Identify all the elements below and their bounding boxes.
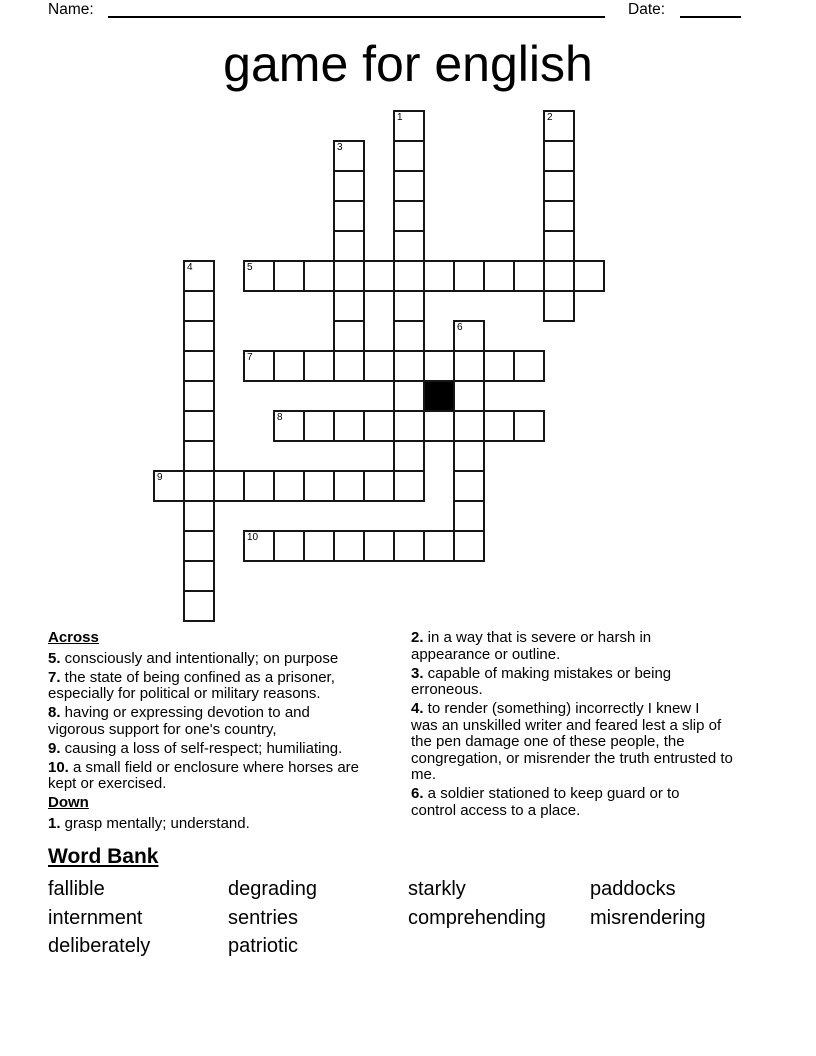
grid-cell[interactable] [363, 470, 395, 502]
grid-cell[interactable] [183, 560, 215, 592]
grid-cell[interactable] [483, 410, 515, 442]
grid-cell[interactable] [393, 200, 425, 232]
grid-cell[interactable] [333, 230, 365, 262]
across-heading: Across [48, 629, 99, 646]
grid-cell[interactable] [183, 320, 215, 352]
down-heading: Down [48, 794, 89, 811]
grid-cell[interactable] [363, 260, 395, 292]
clue-number: 5. [48, 649, 61, 667]
grid-cell[interactable] [453, 440, 485, 472]
cell-number: 3 [337, 142, 343, 153]
clue-number: 6. [411, 785, 424, 802]
grid-cell[interactable] [543, 170, 575, 202]
word-bank-heading: Word Bank [48, 845, 159, 868]
grid-cell[interactable] [183, 350, 215, 382]
grid-cell[interactable] [453, 320, 485, 352]
grid-cell[interactable] [393, 470, 425, 502]
cell-number: 10 [247, 532, 259, 543]
word-bank-word: patriotic [228, 935, 299, 957]
word-bank-word: comprehending [408, 906, 546, 929]
cell-number: 8 [277, 412, 283, 423]
grid-cell[interactable] [393, 110, 425, 142]
grid-cell[interactable] [333, 410, 365, 442]
grid-cell[interactable] [363, 410, 395, 442]
down-clues-list-left [48, 816, 406, 833]
grid-cell[interactable] [393, 230, 425, 262]
grid-cell[interactable] [243, 350, 275, 382]
cell-number: 5 [247, 262, 253, 273]
grid-cell[interactable] [483, 260, 515, 292]
cell-number: 6 [457, 322, 463, 333]
grid-cell[interactable] [453, 350, 485, 382]
grid-cell[interactable] [513, 410, 545, 442]
grid-cell[interactable] [153, 470, 185, 502]
grid-cell[interactable] [213, 470, 245, 502]
down-clue-2: 2. in a way that is severe or harsh in appearance or outline. [411, 629, 652, 663]
name-label: Name: [48, 1, 94, 18]
grid-cell[interactable] [393, 290, 425, 322]
down-clue-6: 6. a soldier stationed to keep guard or to control access to a place. [411, 785, 680, 819]
word-bank-word: sentries [228, 906, 299, 929]
grid-cell[interactable] [273, 470, 305, 502]
down-clues-list-right [411, 630, 783, 819]
grid-cell[interactable] [393, 170, 425, 202]
grid-cell[interactable] [303, 530, 335, 562]
down-clue-3: 3. capable of making mistakes or being erroneous. [411, 664, 672, 698]
grid-cell[interactable] [363, 530, 395, 562]
grid-cell[interactable] [333, 290, 365, 322]
word-bank-list [48, 875, 788, 961]
grid-cell[interactable] [453, 500, 485, 532]
across-clue-7: 7. the state of being confined as a prisoner, especially for political or military reasons. [48, 668, 335, 702]
grid-cell[interactable] [453, 470, 485, 502]
grid-cell[interactable] [543, 110, 575, 142]
grid-cell[interactable] [333, 260, 365, 292]
clue-number: 4. [411, 700, 424, 717]
word-bank-word: degrading [228, 878, 317, 900]
grid-cell[interactable] [333, 170, 365, 202]
down-clue-1: 1. grasp mentally; understand. [48, 814, 250, 832]
grid-cell[interactable] [453, 380, 485, 412]
grid-cell[interactable] [513, 260, 545, 292]
grid-cell[interactable] [393, 530, 425, 562]
grid-cell[interactable] [543, 260, 575, 292]
grid-cell[interactable] [393, 260, 425, 292]
grid-cell[interactable] [183, 380, 215, 412]
grid-cell[interactable] [303, 350, 335, 382]
crossword-grid [153, 110, 605, 622]
grid-cell[interactable] [453, 410, 485, 442]
grid-cell[interactable] [183, 440, 215, 472]
across-clue-8: 8. having or expressing devotion to and vigorous support for one's country, [48, 704, 310, 738]
grid-cell[interactable] [183, 470, 215, 502]
grid-cell[interactable] [333, 320, 365, 352]
word-bank-word: deliberately [48, 935, 151, 957]
grid-cell[interactable] [573, 260, 605, 292]
grid-cell[interactable] [393, 410, 425, 442]
cell-number: 4 [187, 262, 193, 273]
grid-cell[interactable] [183, 260, 215, 292]
grid-cell[interactable] [243, 530, 275, 562]
grid-cell[interactable] [543, 230, 575, 262]
grid-cell[interactable] [183, 590, 215, 622]
grid-cell[interactable] [183, 500, 215, 532]
grid-cell[interactable] [273, 350, 305, 382]
across-clue-5: 5. consciously and intentionally; on purpose [48, 649, 339, 667]
grid-cell[interactable] [183, 290, 215, 322]
grid-cell[interactable] [513, 350, 545, 382]
grid-cell[interactable] [273, 410, 305, 442]
grid-cell[interactable] [333, 140, 365, 172]
clue-number: 1. [48, 814, 61, 832]
grid-cell[interactable] [393, 320, 425, 352]
grid-cell[interactable] [393, 440, 425, 472]
across-clue-9: 9. causing a loss of self-respect; humiliating. [48, 739, 343, 757]
grid-cell[interactable] [543, 200, 575, 232]
grid-cell[interactable] [423, 350, 455, 382]
grid-cell[interactable] [453, 260, 485, 292]
grid-cell[interactable] [303, 470, 335, 502]
grid-cell[interactable] [483, 350, 515, 382]
grid-cell[interactable] [273, 530, 305, 562]
grid-cell[interactable] [423, 260, 455, 292]
grid-cell[interactable] [333, 350, 365, 382]
cell-number: 2 [547, 112, 553, 123]
clue-number: 3. [411, 664, 424, 682]
grid-cell[interactable] [453, 530, 485, 562]
grid-cell[interactable] [333, 200, 365, 232]
grid-cell[interactable] [393, 380, 425, 412]
date-label: Date: [628, 1, 666, 18]
cell-number: 1 [397, 112, 403, 123]
name-blank-line[interactable] [108, 16, 605, 18]
grid-cell[interactable] [273, 260, 305, 292]
cell-number: 7 [247, 352, 253, 363]
word-bank-word: paddocks [590, 878, 676, 900]
grid-cell[interactable] [393, 140, 425, 172]
grid-cell[interactable] [363, 350, 395, 382]
clues-right-column [411, 630, 783, 822]
grid-cell[interactable] [183, 530, 215, 562]
across-clues-list [48, 651, 406, 793]
word-bank-word: starkly [408, 878, 466, 900]
grid-cell[interactable] [543, 290, 575, 322]
grid-cell[interactable] [243, 470, 275, 502]
clue-number: 8. [48, 704, 61, 721]
worksheet-title: game for english [223, 36, 593, 92]
grid-cell[interactable] [543, 140, 575, 172]
clue-number: 7. [48, 668, 61, 686]
grid-cell[interactable] [243, 260, 275, 292]
grid-cell[interactable] [333, 470, 365, 502]
date-blank-line[interactable] [680, 16, 741, 18]
grid-cell[interactable] [183, 410, 215, 442]
grid-cell[interactable] [423, 410, 455, 442]
grid-cell[interactable] [303, 410, 335, 442]
blocked-cell [423, 380, 455, 412]
grid-cell[interactable] [333, 530, 365, 562]
cell-number: 9 [157, 472, 163, 483]
clues-left-column [48, 630, 406, 835]
word-bank-word: fallible [48, 878, 105, 900]
clue-number: 2. [411, 629, 424, 646]
grid-cell[interactable] [393, 350, 425, 382]
across-clue-10: 10. a small field or enclosure where horses are kept or exercised. [48, 758, 359, 792]
down-clue-4: 4. to render (something) incorrectly I knew I was an unskilled writer and feared lest a slip of the pen damage one of these people, the congregation, or misrender the truth entrusted to me. [411, 700, 733, 783]
word-bank-word: misrendering [590, 906, 706, 929]
grid-cell[interactable] [303, 260, 335, 292]
clue-number: 10. [48, 758, 69, 776]
word-bank-word: internment [48, 906, 143, 929]
grid-cell[interactable] [423, 530, 455, 562]
clue-number: 9. [48, 739, 61, 757]
